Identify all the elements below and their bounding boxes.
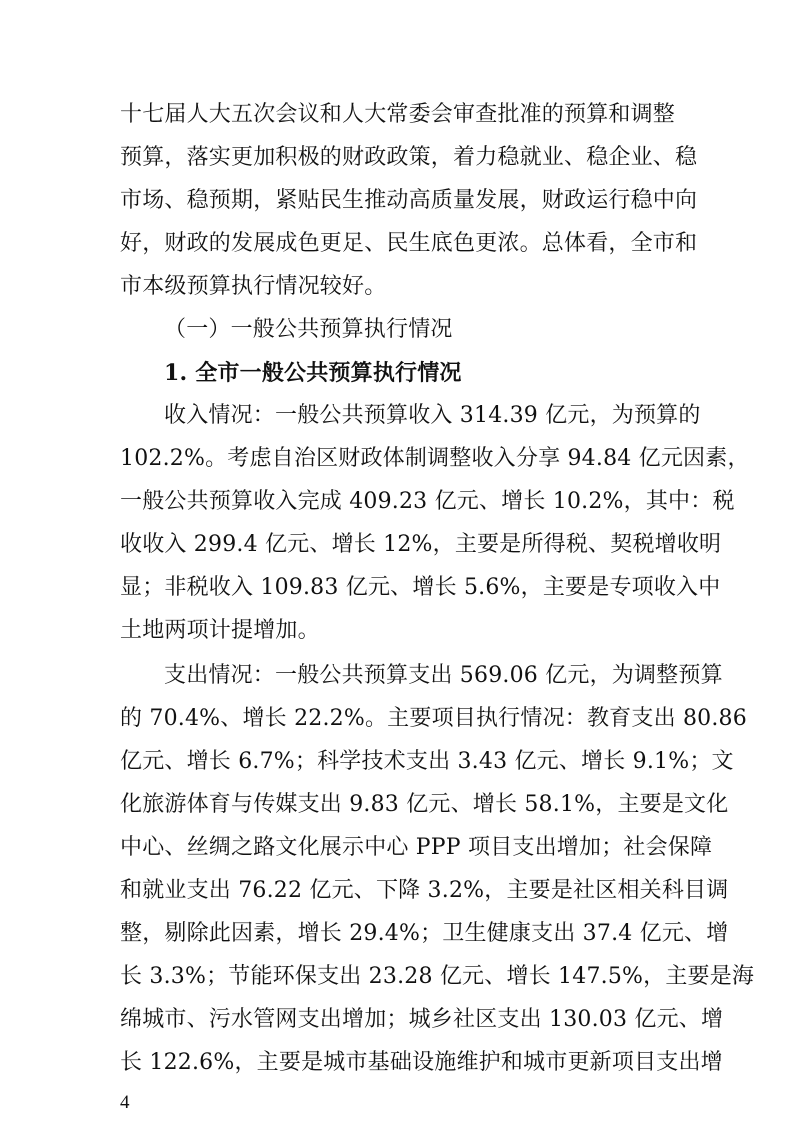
intro-line-1: 十七届人大五次会议和人大常委会审查批准的预算和调整 <box>120 102 676 127</box>
expenditure-line-4: 化旅游体育与传媒支出 9.83 亿元、增长 58.1%，主要是文化 <box>120 792 729 817</box>
intro-line-2: 预算，落实更加积极的财政政策，着力稳就业、稳企业、稳 <box>120 145 698 170</box>
expenditure-line-6: 和就业支出 76.22 亿元、下降 3.2%，主要是社区相关科目调 <box>120 878 729 903</box>
income-line-5: 显；非税收入 109.83 亿元、增长 5.6%，主要是专项收入中 <box>120 575 721 600</box>
expenditure-line-1: 支出情况：一般公共预算支出 569.06 亿元，为调整预算 <box>164 663 723 688</box>
intro-line-5: 市本级预算执行情况较好。 <box>120 274 387 299</box>
section-heading: （一）一般公共预算执行情况 <box>164 317 453 342</box>
income-line-4: 收收入 299.4 亿元、增长 12%，主要是所得税、契税增收明 <box>120 532 722 557</box>
expenditure-line-8: 长 3.3%；节能环保支出 23.28 亿元、增长 147.5%，主要是海 <box>120 964 755 989</box>
page-number: 4 <box>120 1092 130 1113</box>
expenditure-line-3: 亿元、增长 6.7%；科学技术支出 3.43 亿元、增长 9.1%；文 <box>120 749 734 774</box>
income-line-2: 102.2%。考虑自治区财政体制调整收入分享 94.84 亿元因素， <box>120 446 750 471</box>
income-line-1: 收入情况：一般公共预算收入 314.39 亿元，为预算的 <box>164 403 701 428</box>
income-line-3: 一般公共预算收入完成 409.23 亿元、增长 10.2%，其中：税 <box>120 489 735 514</box>
expenditure-line-9: 绵城市、污水管网支出增加；城乡社区支出 130.03 亿元、增 <box>120 1007 724 1032</box>
subsection-heading: 1. 全市一般公共预算执行情况 <box>164 360 462 386</box>
intro-line-4: 好，财政的发展成色更足、民生底色更浓。总体看，全市和 <box>120 231 698 256</box>
expenditure-line-5: 中心、丝绸之路文化展示中心 PPP 项目支出增加；社会保障 <box>120 835 713 860</box>
expenditure-line-10: 长 122.6%，主要是城市基础设施维护和城市更新项目支出增 <box>120 1050 723 1075</box>
income-line-6: 土地两项计提增加。 <box>120 618 320 643</box>
expenditure-line-7: 整，剔除此因素，增长 29.4%；卫生健康支出 37.4 亿元、增 <box>120 921 729 946</box>
intro-line-3: 市场、稳预期，紧贴民生推动高质量发展，财政运行稳中向 <box>120 188 698 213</box>
expenditure-line-2: 的 70.4%、增长 22.2%。主要项目执行情况：教育支出 80.86 <box>120 706 747 731</box>
